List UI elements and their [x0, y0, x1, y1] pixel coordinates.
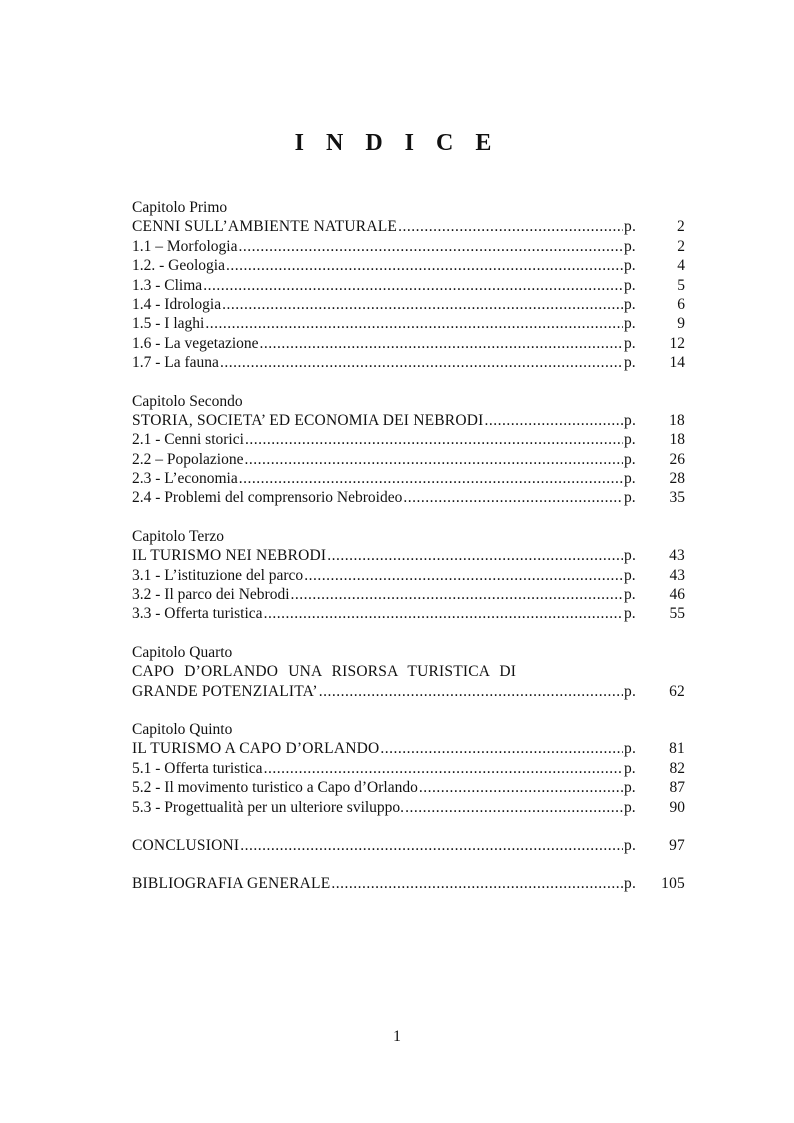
chapter-3 — [132, 527, 685, 624]
toc-entry[interactable] — [132, 778, 685, 797]
entry-title: 3.2 - Il parco dei Nebrodi — [132, 586, 290, 604]
page-number: 43 — [669, 547, 685, 565]
page-marker: p. — [624, 836, 637, 854]
toc-entry[interactable] — [132, 874, 685, 893]
page-marker: p. — [624, 489, 636, 507]
dot-leader — [327, 546, 623, 565]
page-marker: p. — [624, 566, 636, 584]
entry-title: 2.2 – Popolazione — [132, 450, 244, 468]
page-marker: p. — [624, 354, 636, 372]
page-marker: p. — [624, 759, 636, 777]
entry-title: 5.3 - Progettualità per un ulteriore sviluppo. — [132, 798, 405, 816]
toc-entry[interactable] — [132, 276, 685, 295]
chapter-heading-line: CAPO D’ORLANDO UNA RISORSA TURISTICA DI — [132, 663, 517, 681]
toc-entry[interactable] — [132, 334, 685, 353]
entry-title: 3.3 - Offerta turistica — [132, 605, 263, 623]
page-number: 9 — [677, 315, 685, 333]
toc-entry[interactable] — [132, 450, 685, 469]
chapter-4 — [132, 643, 685, 701]
page-number: 97 — [669, 836, 685, 854]
toc-entry[interactable] — [132, 836, 685, 855]
entry-title: BIBLIOGRAFIA GENERALE — [132, 875, 331, 893]
page-marker: p. — [624, 431, 636, 449]
chapter-label: Capitolo Secondo — [132, 392, 243, 410]
page-marker: p. — [624, 547, 637, 565]
dot-leader — [419, 778, 623, 797]
page-marker: p. — [624, 276, 636, 294]
page-number: 18 — [669, 411, 685, 429]
dot-leader — [264, 759, 623, 778]
entry-title: IL TURISMO A CAPO D’ORLANDO — [132, 740, 380, 758]
dot-leader — [304, 566, 623, 585]
entry-title: 1.4 - Idrologia — [132, 295, 222, 313]
entry-title: 1.6 - La vegetazione — [132, 334, 259, 352]
page-number: 2 — [677, 237, 685, 255]
entry-title: STORIA, SOCIETA’ ED ECONOMIA DEI NEBRODI — [132, 411, 484, 429]
toc-entry[interactable] — [132, 353, 685, 372]
entry-title: IL TURISMO NEI NEBRODI — [132, 547, 327, 565]
entry-title: 2.4 - Problemi del comprensorio Nebroideo — [132, 489, 403, 507]
dot-leader — [239, 469, 623, 488]
dot-leader — [260, 334, 623, 353]
dot-leader — [398, 217, 623, 236]
chapter-1 — [132, 198, 685, 373]
page-number-footer: 1 — [393, 1028, 401, 1045]
entry-title: 5.1 - Offerta turistica — [132, 759, 263, 777]
dot-leader — [484, 411, 623, 430]
page-marker: p. — [624, 315, 636, 333]
chapter-label: Capitolo Quarto — [132, 643, 233, 661]
page-number: 46 — [669, 586, 685, 604]
dot-leader — [240, 836, 623, 855]
page-number: 5 — [677, 276, 685, 294]
entry-title: 1.2. - Geologia — [132, 257, 225, 275]
entry-title: 1.7 - La fauna — [132, 354, 219, 372]
page-marker: p. — [624, 450, 636, 468]
bibliography-section — [132, 874, 685, 893]
page-marker: p. — [624, 740, 637, 758]
page-number: 12 — [669, 334, 685, 352]
page-marker: p. — [624, 334, 636, 352]
page-number: 87 — [669, 779, 685, 797]
toc-entry[interactable] — [132, 798, 685, 817]
page-number: 2 — [677, 218, 685, 236]
page-marker: p. — [624, 470, 636, 488]
chapter-5 — [132, 720, 685, 817]
page-marker: p. — [624, 779, 636, 797]
chapter-label: Capitolo Quinto — [132, 720, 233, 738]
dot-leader — [264, 604, 623, 623]
entry-title: 5.2 - Il movimento turistico a Capo d’Orlando — [132, 779, 418, 797]
page-marker: p. — [624, 605, 636, 623]
page-number: 6 — [677, 295, 685, 313]
entry-title: 1.1 – Morfologia — [132, 237, 238, 255]
dot-leader — [380, 739, 623, 758]
page-number: 62 — [669, 682, 685, 700]
toc-entry[interactable] — [132, 682, 685, 701]
conclusions-section — [132, 836, 685, 855]
toc-entry[interactable] — [132, 430, 685, 449]
toc-entry[interactable] — [132, 759, 685, 778]
toc-entry[interactable] — [132, 566, 685, 585]
dot-leader — [226, 256, 623, 275]
entry-title: 2.3 - L’economia — [132, 470, 238, 488]
dot-leader — [245, 450, 624, 469]
page-marker: p. — [624, 295, 636, 313]
toc-entry[interactable] — [132, 488, 685, 507]
page-marker: p. — [624, 411, 637, 429]
dot-leader — [405, 798, 623, 817]
page-number: 82 — [669, 759, 685, 777]
dot-leader — [238, 237, 623, 256]
page-marker: p. — [624, 682, 637, 700]
page-number: 26 — [669, 450, 685, 468]
entry-title: GRANDE POTENZIALITA’ — [132, 682, 318, 700]
table-of-contents — [132, 198, 685, 913]
entry-title: 3.1 - L’istituzione del parco — [132, 566, 304, 584]
dot-leader — [222, 295, 623, 314]
dot-leader — [205, 314, 623, 333]
page-marker: p. — [624, 237, 636, 255]
page-number: 4 — [677, 257, 685, 275]
toc-entry[interactable] — [132, 604, 685, 623]
dot-leader — [291, 585, 623, 604]
dot-leader — [203, 276, 623, 295]
page-number: 28 — [669, 470, 685, 488]
toc-entry[interactable] — [132, 411, 685, 430]
page-number: 55 — [669, 605, 685, 623]
entry-title: 2.1 - Cenni storici — [132, 431, 244, 449]
chapter-label: Capitolo Primo — [132, 199, 228, 216]
page-number: 90 — [669, 798, 685, 816]
page-marker: p. — [624, 875, 637, 893]
toc-entry[interactable] — [132, 295, 685, 314]
toc-entry[interactable] — [132, 469, 685, 488]
page-marker: p. — [624, 586, 636, 604]
toc-entry[interactable] — [132, 585, 685, 604]
page-number: 43 — [669, 566, 685, 584]
index-title: I N D I C E — [294, 130, 500, 156]
entry-title: 1.3 - Clima — [132, 276, 203, 294]
page-marker: p. — [624, 798, 636, 816]
toc-entry[interactable] — [132, 546, 685, 565]
page-number: 18 — [669, 431, 685, 449]
dot-leader — [331, 874, 623, 893]
dot-leader — [403, 488, 623, 507]
dot-leader — [245, 430, 623, 449]
page-marker: p. — [624, 257, 636, 275]
entry-title: 1.5 - I laghi — [132, 315, 205, 333]
dot-leader — [220, 353, 623, 372]
chapter-2 — [132, 392, 685, 508]
toc-entry[interactable] — [132, 739, 685, 758]
page-number: 35 — [669, 489, 685, 507]
dot-leader — [319, 682, 623, 701]
chapter-label: Capitolo Terzo — [132, 527, 225, 545]
entry-title: CONCLUSIONI — [132, 836, 240, 854]
toc-entry[interactable] — [132, 314, 685, 333]
toc-entry[interactable] — [132, 256, 685, 275]
toc-entry[interactable] — [132, 237, 685, 256]
page-number: 14 — [669, 354, 685, 372]
toc-entry[interactable] — [132, 217, 685, 236]
page-marker: p. — [624, 218, 637, 236]
page-number: 81 — [669, 740, 685, 758]
page-number: 105 — [661, 875, 685, 893]
entry-title: CENNI SULL’AMBIENTE NATURALE — [132, 218, 398, 236]
